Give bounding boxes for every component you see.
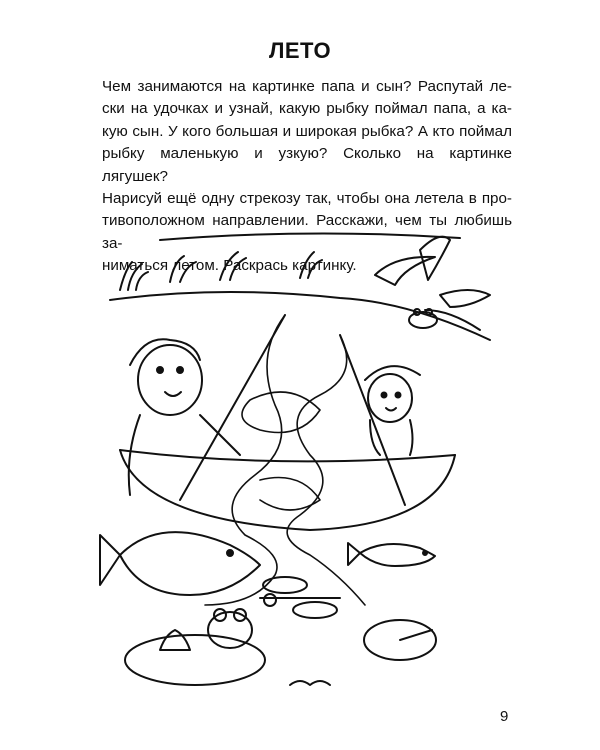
page-number: 9: [500, 708, 509, 725]
water-lily-flower: [160, 630, 190, 650]
task-line: Нарисуй ещё одну стрекозу так, чтобы она летела в про-: [102, 190, 512, 208]
task-line: ниматься летом. Раскрась картинку.: [102, 257, 357, 275]
task-line: рыбку маленькую и узкую? Сколько на картинке лягушек?: [102, 145, 512, 185]
son: [365, 366, 420, 455]
dragonfly: [260, 577, 340, 618]
near-shore-line: [110, 292, 490, 340]
frog-on-bank: [409, 309, 437, 328]
big-wide-fish: [100, 532, 260, 595]
far-shore-line: [160, 233, 460, 240]
grass-tufts: [120, 252, 322, 290]
water-ripple: [290, 681, 330, 685]
task-line: кую сын. У кого большая и широкая рыбка? А кто поймал: [102, 122, 512, 140]
task-line: тивоположном направлении. Расскажи, чем ты любишь за-: [102, 212, 512, 252]
page-title: ЛЕТО: [268, 38, 332, 63]
summer-illustration: [80, 220, 520, 690]
father: [129, 339, 240, 495]
task-line: Чем занимаются на картинке папа и сын? Распутай ле-: [102, 78, 512, 95]
lily-pad: [364, 620, 436, 660]
task-line: ски на удочках и узнай, какую рыбку поймал папа, а ка-: [102, 100, 512, 118]
frog-on-lily-pad: [125, 609, 265, 685]
boat: [120, 450, 455, 530]
small-narrow-fish: [348, 543, 435, 566]
